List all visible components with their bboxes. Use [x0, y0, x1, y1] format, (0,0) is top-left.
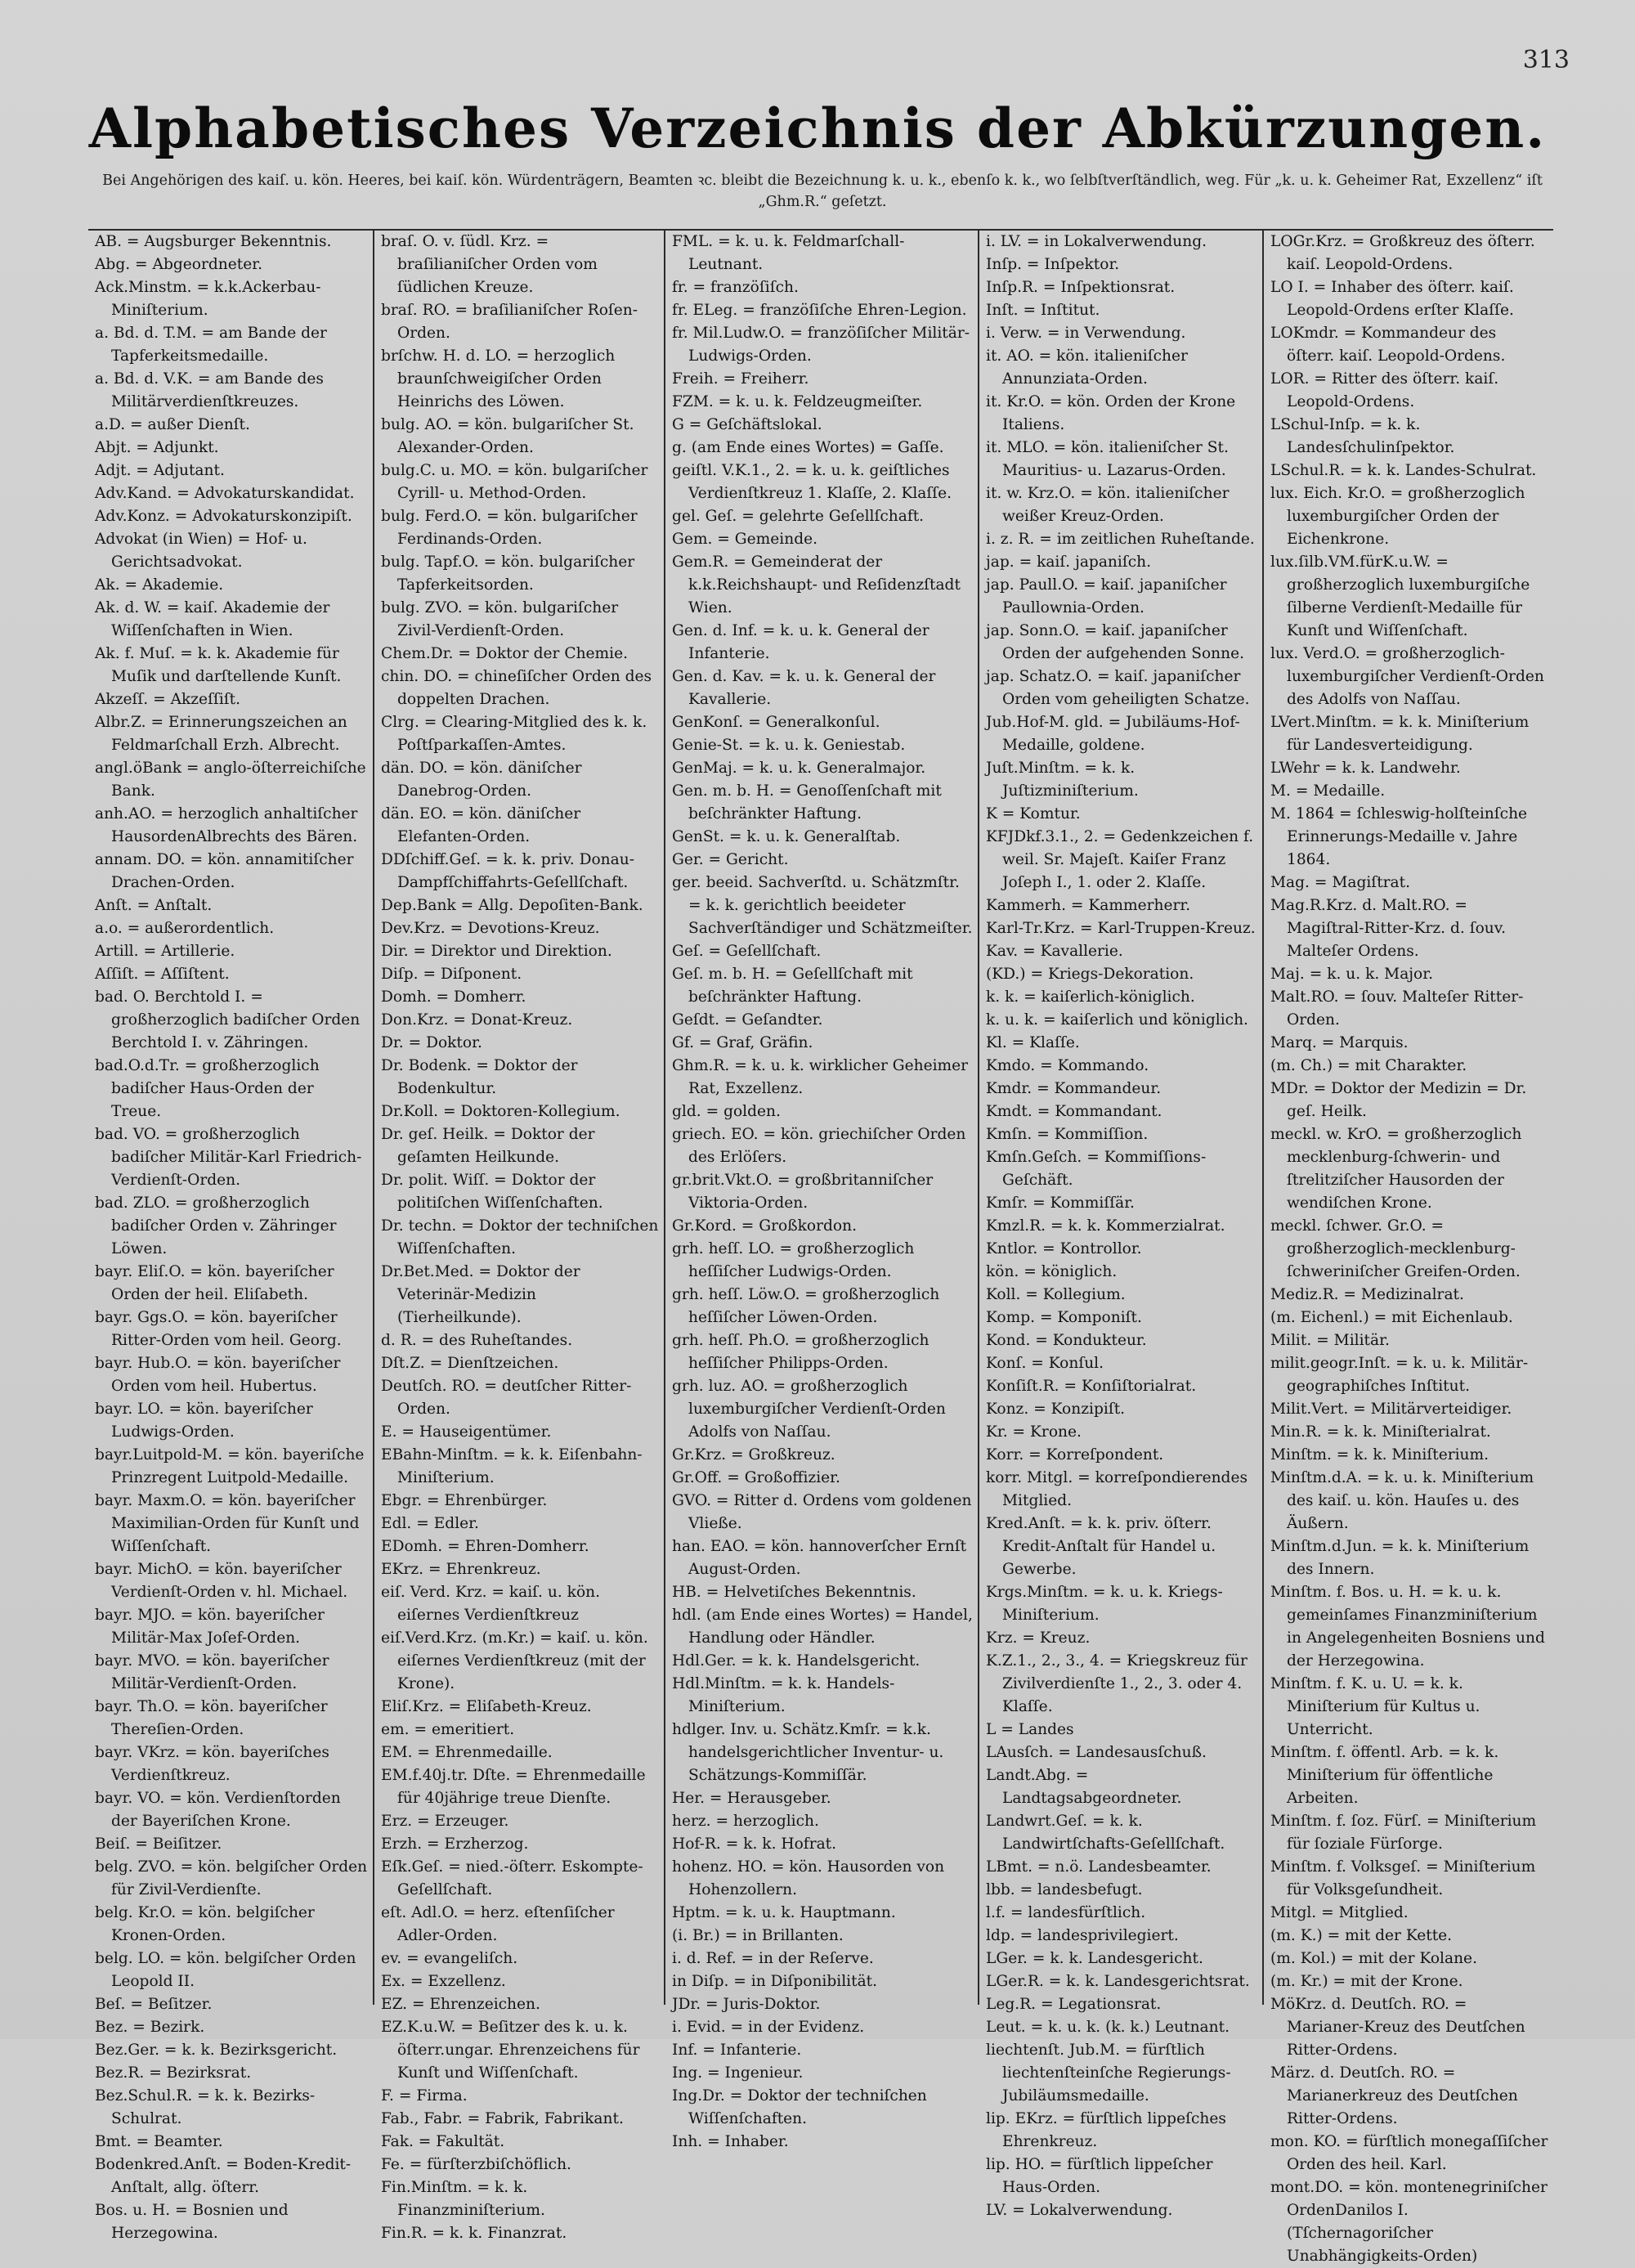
abbreviation-entry: LBmt. = n.ö. Landesbeamter. [986, 1858, 1212, 1876]
abbreviation-entry: jap. Paull.O. = kaiſ. japaniſcher Paullownia-Orden. [986, 576, 1227, 616]
abbreviation-entry: eiſ. Verd. Krz. = kaiſ. u. kön. eiſernes Verdienſtkreuz [381, 1584, 601, 1624]
abbreviation-entry: bad. VO. = großherzoglich badiſcher Militär-Karl Friedrich-Verdienſt-Orden. [95, 1126, 362, 1189]
abbreviation-entry: i. d. Ref. = in der Reſerve. [672, 1950, 874, 1967]
abbreviation-entry: KFJDkf.3.1., 2. = Gedenkzeichen f. weil. Sr. Majeſt. Kaiſer Franz Joſeph I., 1. oder 2. Klaſſe. [986, 828, 1254, 891]
abbreviation-entry: em. = emeritiert. [381, 1721, 515, 1738]
abbreviation-entry: Deutſch. RO. = deutſcher Ritter-Orden. [381, 1378, 632, 1418]
abbreviation-entry: Dir. = Direktor und Direktion. [381, 943, 612, 960]
abbreviation-entry: griech. EO. = kön. griechiſcher Orden des Erlöſers. [672, 1126, 966, 1166]
abbreviation-entry: Jub.Hof-M. gld. = Jubiläums-Hof-Medaille, goldene. [986, 714, 1240, 754]
abbreviation-entry: geiſtl. V.K.1., 2. = k. u. k. geiſtliches Verdienſtkreuz 1. Klaſſe, 2. Klaſſe. [672, 462, 952, 502]
abbreviation-entry: fr. Mil.Ludw.O. = franzöſiſcher Militär-Ludwigs-Orden. [672, 325, 970, 365]
abbreviation-entry: Ack.Minstm. = k.k.Ackerbau-Miniſterium. [95, 279, 321, 319]
abbreviation-entry: GVO. = Ritter d. Ordens vom goldenen Vließe. [672, 1492, 972, 1532]
column-2 [373, 231, 664, 2242]
abbreviation-entry: milit.geogr.Inſt. = k. u. k. Militär-geographiſches Inſtitut. [1270, 1355, 1529, 1395]
abbreviation-entry: Gr.Off. = Großoffizier. [672, 1469, 840, 1486]
abbreviation-entry: herz. = herzoglich. [672, 1813, 819, 1830]
abbreviation-entry: Freih. = Freiherr. [672, 370, 809, 388]
abbreviation-entry: LV. = Lokalverwendung. [986, 2202, 1173, 2219]
abbreviation-entry: LWehr = k. k. Landwehr. [1270, 760, 1461, 777]
abbreviation-entry: Minſtm.d.Jun. = k. k. Miniſterium des Innern. [1270, 1538, 1530, 1578]
abbreviation-entry: bulg. ZVO. = kön. bulgariſcher Zivil-Verdienſt-Orden. [381, 599, 619, 639]
abbreviation-entry: Advokat (in Wien) = Hof- u. Gerichtsadvokat. [95, 531, 307, 571]
abbreviation-entry: Chem.Dr. = Doktor der Chemie. [381, 645, 629, 662]
abbreviation-entry: Inh. = Inhaber. [672, 2133, 789, 2150]
abbreviation-entry: Kmſn.Geſch. = Kommiſſions-Geſchäft. [986, 1149, 1207, 1189]
abbreviation-entry: FZM. = k. u. k. Feldzeugmeiſter. [672, 393, 923, 410]
abbreviation-entry: HB. = Helvetiſches Bekenntnis. [672, 1584, 916, 1601]
abbreviation-entry: Diſp. = Diſponent. [381, 966, 522, 983]
abbreviation-entry: kön. = königlich. [986, 1263, 1118, 1280]
abbreviation-entry: annam. DO. = kön. annamitiſcher Drachen-Orden. [95, 851, 354, 891]
abbreviation-entry: (KD.) = Kriegs-Dekoration. [986, 966, 1194, 983]
abbreviation-entry: Eliſ.Krz. = Eliſabeth-Kreuz. [381, 1698, 592, 1715]
abbreviation-entry: LO I. = Inhaber des öſterr. kaiſ. Leopold-Ordens erſter Klaſſe. [1270, 279, 1514, 319]
abbreviation-entry: Konſiſt.R. = Konſiſtorialrat. [986, 1378, 1197, 1395]
abbreviation-entry: EM.f.40j.tr. Dſte. = Ehrenmedaille für 40jährige treue Dienſte. [381, 1767, 646, 1807]
abbreviation-entry: LSchul-Inſp. = k. k. Landesſchulinſpektor. [1270, 416, 1455, 456]
abbreviation-entry: eiſ.Verd.Krz. (m.Kr.) = kaiſ. u. kön. eiſernes Verdienſtkreuz (mit der Krone). [381, 1629, 648, 1692]
abbreviation-entry: Krgs.Minſtm. = k. u. k. Kriegs-Miniſterium. [986, 1584, 1223, 1624]
abbreviation-entry: Inſp. = Inſpektor. [986, 256, 1120, 273]
abbreviation-entry: Geſ. = Geſellſchaft. [672, 943, 822, 960]
abbreviation-entry: Hdl.Minſtm. = k. k. Handels-Miniſterium. [672, 1675, 895, 1715]
abbreviation-entry: belg. LO. = kön. belgiſcher Orden Leopold II. [95, 1950, 356, 1990]
abbreviation-entry: Aſſiſt. = Aſſiſtent. [95, 966, 230, 983]
abbreviation-entry: MöKrz. d. Deutſch. RO. = Marianer-Kreuz des Deutſchen Ritter-Ordens. [1270, 1996, 1525, 2059]
abbreviation-entry: bulg. AO. = kön. bulgariſcher St. Alexander-Orden. [381, 416, 634, 456]
abbreviation-entry: lux.ſilb.VM.fürK.u.W. = großherzoglich luxemburgiſche ſilberne Verdienſt-Medaille für Kunſt und Wiſſenſchaft. [1270, 554, 1530, 639]
abbreviation-entry: bayr. VKrz. = kön. bayeriſches Verdienſtkreuz. [95, 1744, 329, 1784]
abbreviation-entry: Ex. = Exzellenz. [381, 1973, 506, 1990]
abbreviation-entry: lux. Verd.O. = großherzoglich-luxemburgiſcher Verdienſt-Orden des Adolfs von Naſſau. [1270, 645, 1544, 708]
abbreviation-entry: bayr. Th.O. = kön. bayeriſcher Thereſien-Orden. [95, 1698, 328, 1738]
abbreviation-entry: GenSt. = k. u. k. Generalſtab. [672, 828, 901, 845]
abbreviation-entry: Landwrt.Geſ. = k. k. Landwirtſchafts-Geſellſchaft. [986, 1813, 1225, 1853]
abbreviation-entry: Anſt. = Anſtalt. [95, 897, 213, 914]
abbreviation-entry: F. = Firma. [381, 2087, 468, 2104]
abbreviation-entry: Gf. = Graf, Gräfin. [672, 1034, 813, 1051]
abbreviation-entry: Mitgl. = Mitglied. [1270, 1904, 1409, 1921]
abbreviation-entry: bayr. Eliſ.O. = kön. bayeriſcher Orden der heil. Eliſabeth. [95, 1263, 334, 1303]
abbreviation-entry: Juſt.Minſtm. = k. k. Juſtizminiſterium. [986, 760, 1139, 800]
abbreviation-entry: Gen. m. b. H. = Genoſſenſchaft mit beſchränkter Haftung. [672, 782, 942, 822]
abbreviation-entry: Leut. = k. u. k. (k. k.) Leutnant. [986, 2019, 1230, 2036]
abbreviation-entry: Geſdt. = Geſandter. [672, 1011, 823, 1029]
abbreviation-entry: bad.O.d.Tr. = großherzoglich badiſcher Haus-Orden der Treue. [95, 1057, 320, 1120]
abbreviation-entry: Mag. = Magiſtrat. [1270, 874, 1411, 891]
abbreviation-entry: Dr. geſ. Heilk. = Doktor der geſamten Heilkunde. [381, 1126, 595, 1166]
abbreviation-entry: bayr. Ggs.O. = kön. bayeriſcher Ritter-Orden vom heil. Georg. [95, 1309, 342, 1349]
abbreviation-entry: (m. Ch.) = mit Charakter. [1270, 1057, 1467, 1074]
abbreviation-entry: grh. heſſ. LO. = großherzoglich heſſiſcher Ludwigs-Orden. [672, 1240, 915, 1280]
abbreviation-entry: Bmt. = Beamter. [95, 2133, 223, 2150]
abbreviation-entry: gel. Geſ. = gelehrte Geſellſchaft. [672, 508, 925, 525]
abbreviation-entry: k. k. = kaiſerlich-königlich. [986, 988, 1195, 1006]
abbreviation-entry: l.f. = landesfürſtlich. [986, 1904, 1146, 1921]
abbreviation-entry: ldp. = landesprivilegiert. [986, 1927, 1179, 1944]
abbreviation-entry: lbb. = landesbefugt. [986, 1881, 1143, 1898]
abbreviation-entry: belg. ZVO. = kön. belgiſcher Orden für Zivil-Verdienſte. [95, 1858, 368, 1898]
abbreviation-entry: Ak. f. Muſ. = k. k. Akademie für Muſik und darſtellende Kunſt. [95, 645, 342, 685]
abbreviation-entry: ger. beeid. Sachverſtd. u. Schätzmſtr. = k. k. gerichtlich beeideter Sachverſtändiger und Schätzmeiſter. [672, 874, 973, 937]
abbreviation-entry: Minſtm.d.A. = k. u. k. Miniſterium des kaiſ. u. kön. Hauſes u. des Äußern. [1270, 1469, 1534, 1532]
abbreviation-entry: Ger. = Gericht. [672, 851, 789, 868]
abbreviation-entry: Fe. = fürſterzbiſchöflich. [381, 2156, 571, 2173]
abbreviation-entry: angl.öBank = anglo-öſterreichiſche Bank. [95, 760, 366, 800]
abbreviation-entry: DDſchiff.Geſ. = k. k. priv. Donau-Dampfſchiffahrts-Geſellſchaft. [381, 851, 634, 891]
abbreviation-entry: (m. K.) = mit der Kette. [1270, 1927, 1453, 1944]
intro-note: Bei Angehörigen des kaiſ. u. kön. Heeres, bei kaiſ. kön. Würdenträgern, Beamten ꝛc. bleibt die Bezeichnung k. u. k., ebenſo k. k., wo ſelbſtverſtändlich, weg. Für „k. u. k. Geheimer Rat, Exzellenz“ iſt „Ghm.R.“ geſetzt. [102, 173, 1543, 210]
abbreviation-columns [88, 229, 1553, 2265]
abbreviation-entry: Erz. = Erzeuger. [381, 1813, 509, 1830]
column-3 [664, 231, 978, 2150]
abbreviation-entry: Kammerh. = Kammerherr. [986, 897, 1191, 914]
abbreviation-entry: Dr. polit. Wiſſ. = Doktor der politiſchen Wiſſenſchaften. [381, 1172, 603, 1212]
abbreviation-entry: Milit. = Militär. [1270, 1332, 1390, 1349]
abbreviation-entry: Fab., Fabr. = Fabrik, Fabrikant. [381, 2110, 624, 2127]
abbreviation-entry: Kl. = Klaſſe. [986, 1034, 1080, 1051]
abbreviation-entry: korr. Mitgl. = korreſpondierendes Mitglied. [986, 1469, 1248, 1509]
abbreviation-entry: LOKmdr. = Kommandeur des öſterr. kaiſ. Leopold-Ordens. [1270, 325, 1506, 365]
abbreviation-entry: K.Z.1., 2., 3., 4. = Kriegskreuz für Zivilverdienſte 1., 2., 3. oder 4. Klaſſe. [986, 1652, 1248, 1715]
abbreviation-entry: jap. = kaiſ. japaniſch. [986, 554, 1152, 571]
abbreviation-entry: Bez. = Bezirk. [95, 2019, 205, 2036]
abbreviation-entry: MDr. = Doktor der Medizin = Dr. geſ. Heilk. [1270, 1080, 1527, 1120]
abbreviation-entry: mont.DO. = kön. montenegriniſcher OrdenDanilos I. (Tſchernagoriſcher Unabhängigkeits-Orden) [1270, 2179, 1548, 2265]
abbreviation-entry: Minſtm. f. Volksgeſ. = Miniſterium für Volksgeſundheit. [1270, 1858, 1536, 1898]
abbreviation-entry: Adjt. = Adjutant. [95, 462, 225, 479]
abbreviation-entry: bad. ZLO. = großherzoglich badiſcher Orden v. Zähringer Löwen. [95, 1195, 337, 1257]
abbreviation-entry: braſ. RO. = braſilianiſcher Roſen-Orden. [381, 302, 638, 342]
abbreviation-entry: Krz. = Kreuz. [986, 1629, 1091, 1647]
abbreviation-entry: eſt. Adl.O. = herz. eſtenſiſcher Adler-Orden. [381, 1904, 615, 1944]
abbreviation-entry: Minſtm. f. K. u. U. = k. k. Miniſterium für Kultus u. Unterricht. [1270, 1675, 1480, 1738]
abbreviation-entry: it. MLO. = kön. italieniſcher St. Mauritius- u. Lazarus-Orden. [986, 439, 1229, 479]
abbreviation-entry: Adv.Konz. = Advokaturskonzipiſt. [95, 508, 352, 525]
abbreviation-entry: Her. = Herausgeber. [672, 1790, 831, 1807]
column-5 [1262, 231, 1553, 2265]
abbreviation-entry: Gem.R. = Gemeinderat der k.k.Reichshaupt- und Reſidenzſtadt Wien. [672, 554, 961, 616]
abbreviation-entry: Kmdr. = Kommandeur. [986, 1080, 1162, 1097]
abbreviation-entry: bayr. LO. = kön. bayeriſcher Ludwigs-Orden. [95, 1401, 313, 1441]
abbreviation-entry: EBahn-Minſtm. = k. k. Eiſenbahn-Miniſterium. [381, 1446, 643, 1486]
abbreviation-entry: LAusſch. = Landesausſchuß. [986, 1744, 1207, 1761]
abbreviation-entry: hohenz. HO. = kön. Hausorden von Hohenzollern. [672, 1858, 945, 1898]
abbreviation-entry: Inf. = Infanterie. [672, 2042, 802, 2059]
abbreviation-entry: EZ. = Ehrenzeichen. [381, 1996, 540, 2013]
abbreviation-entry: EM. = Ehrenmedaille. [381, 1744, 553, 1761]
abbreviation-entry: Mediz.R. = Medizinalrat. [1270, 1286, 1464, 1303]
abbreviation-entry: fr. = franzöſiſch. [672, 279, 799, 296]
abbreviation-entry: GenKonſ. = Generalkonſul. [672, 714, 880, 731]
abbreviation-entry: Fin.R. = k. k. Finanzrat. [381, 2225, 567, 2242]
abbreviation-entry: Gr.Kord. = Großkordon. [672, 1217, 857, 1235]
abbreviation-entry: Minſtm. f. öffentl. Arb. = k. k. Miniſterium für öffentliche Arbeiten. [1270, 1744, 1499, 1807]
abbreviation-entry: mon. KO. = fürſtlich monegaſſiſcher Orden des heil. Karl. [1270, 2133, 1548, 2173]
abbreviation-entry: M. 1864 = ſchleswig-holſteinſche Erinnerungs-Medaille v. Jahre 1864. [1270, 805, 1528, 868]
abbreviation-entry: Kmſr. = Kommiſſär. [986, 1195, 1135, 1212]
abbreviation-entry: braſ. O. v. ſüdl. Krz. = braſilianiſcher Orden vom ſüdlichen Kreuze. [381, 233, 598, 296]
abbreviation-entry: März. d. Deutſch. RO. = Marianerkreuz des Deutſchen Ritter-Ordens. [1270, 2064, 1518, 2127]
abbreviation-entry: Fak. = Fakultät. [381, 2133, 505, 2150]
abbreviation-entry: chin. DO. = chineſiſcher Orden des doppelten Drachen. [381, 668, 652, 708]
abbreviation-entry: k. u. k. = kaiſerlich und königlich. [986, 1011, 1248, 1029]
abbreviation-entry: Edl. = Edler. [381, 1515, 479, 1532]
abbreviation-entry: jap. Sonn.O. = kaiſ. japaniſcher Orden der aufgehenden Sonne. [986, 622, 1245, 662]
abbreviation-entry: K = Komtur. [986, 805, 1081, 822]
abbreviation-entry: GenMaj. = k. u. k. Generalmajor. [672, 760, 926, 777]
abbreviation-entry: E. = Hauseigentümer. [381, 1423, 552, 1441]
abbreviation-entry: brſchw. H. d. LO. = herzoglich braunſchweigiſcher Orden Heinrichs des Löwen. [381, 347, 616, 410]
abbreviation-entry: grh. heſſ. Ph.O. = großherzoglich heſſiſcher Philipps-Orden. [672, 1332, 929, 1372]
abbreviation-entry: LGer.R. = k. k. Landesgerichtsrat. [986, 1973, 1250, 1990]
abbreviation-entry: LOGr.Krz. = Großkreuz des öſterr. kaiſ. Leopold-Ordens. [1270, 233, 1535, 273]
abbreviation-entry: Don.Krz. = Donat-Kreuz. [381, 1011, 573, 1029]
abbreviation-entry: lux. Eich. Kr.O. = großherzoglich luxemburgiſcher Orden der Eichenkrone. [1270, 485, 1525, 548]
abbreviation-entry: L = Landes [986, 1721, 1074, 1738]
abbreviation-entry: Leg.R. = Legationsrat. [986, 1996, 1162, 2013]
abbreviation-entry: dän. EO. = kön. däniſcher Elefanten-Orden. [381, 805, 581, 845]
abbreviation-entry: Ak. d. W. = kaiſ. Akademie der Wiſſenſchaften in Wien. [95, 599, 330, 639]
abbreviation-entry: Kond. = Kondukteur. [986, 1332, 1147, 1349]
abbreviation-entry: Kmdo. = Kommando. [986, 1057, 1149, 1074]
abbreviation-entry: Milit.Vert. = Militärverteidiger. [1270, 1401, 1512, 1418]
abbreviation-entry: Minſtm. f. ſoz. Fürſ. = Miniſterium für ſoziale Fürſorge. [1270, 1813, 1537, 1853]
abbreviation-entry: bayr.Luitpold-M. = kön. bayeriſche Prinzregent Luitpold-Medaille. [95, 1446, 365, 1486]
abbreviation-entry: liechtenſt. Jub.M. = fürſtlich liechtenſteinſche Regierungs-Jubiläumsmedaille. [986, 2042, 1231, 2104]
abbreviation-entry: bayr. MJO. = kön. bayeriſcher Militär-Max Joſef-Orden. [95, 1607, 325, 1647]
abbreviation-entry: Marq. = Marquis. [1270, 1034, 1409, 1051]
abbreviation-entry: Albr.Z. = Erinnerungszeichen an Feldmarſchall Erzh. Albrecht. [95, 714, 347, 754]
abbreviation-entry: d. R. = des Ruheſtandes. [381, 1332, 573, 1349]
abbreviation-entry: bad. O. Berchtold I. = großherzoglich badiſcher Orden Berchtold I. v. Zähringen. [95, 988, 361, 1051]
abbreviation-entry: belg. Kr.O. = kön. belgiſcher Kronen-Orden. [95, 1904, 315, 1944]
abbreviation-entry: Geſ. m. b. H. = Geſellſchaft mit beſchränkter Haftung. [672, 966, 913, 1006]
abbreviation-entry: Domh. = Domherr. [381, 988, 526, 1006]
abbreviation-entry: bayr. Hub.O. = kön. bayeriſcher Orden vom heil. Hubertus. [95, 1355, 341, 1395]
abbreviation-entry: bayr. Maxm.O. = kön. bayeriſcher Maximilian-Orden für Kunſt und Wiſſenſchaft. [95, 1492, 360, 1555]
abbreviation-entry: bayr. VO. = kön. Verdienſtorden der Bayeriſchen Krone. [95, 1790, 341, 1830]
abbreviation-entry: Konſ. = Konſul. [986, 1355, 1104, 1372]
abbreviation-entry: grh. luz. AO. = großherzoglich luxemburgiſcher Verdienſt-Orden Adolfs von Naſſau. [672, 1378, 946, 1441]
abbreviation-entry: i. Evid. = in der Evidenz. [672, 2019, 865, 2036]
abbreviation-entry: Gem. = Gemeinde. [672, 531, 818, 548]
abbreviation-entry: Kred.Anſt. = k. k. priv. öſterr. Kredit-Anſtalt für Handel u. Gewerbe. [986, 1515, 1216, 1578]
abbreviation-entry: Ak. = Akademie. [95, 576, 224, 594]
abbreviation-entry: Bez.R. = Bezirksrat. [95, 2064, 252, 2082]
abbreviation-entry: Minſtm. f. Bos. u. H. = k. u. k. gemeinſames Finanzminiſterium in Angelegenheiten Bosniens und der Herzegowina. [1270, 1584, 1545, 1670]
abbreviation-entry: AB. = Augsburger Bekenntnis. [95, 233, 332, 250]
abbreviation-entry: i. Verw. = in Verwendung. [986, 325, 1186, 342]
abbreviation-entry: FML. = k. u. k. Feldmarſchall-Leutnant. [672, 233, 905, 273]
abbreviation-entry: (i. Br.) = in Brillanten. [672, 1927, 844, 1944]
abbreviation-entry: hdl. (am Ende eines Wortes) = Handel, Handlung oder Händler. [672, 1607, 973, 1647]
abbreviation-entry: Kav. = Kavallerie. [986, 943, 1123, 960]
abbreviation-entry: Minſtm. = k. k. Miniſterium. [1270, 1446, 1489, 1463]
abbreviation-entry: Landt.Abg. = Landtagsabgeordneter. [986, 1767, 1182, 1807]
column-1 [88, 231, 373, 2242]
abbreviation-entry: Min.R. = k. k. Miniſterialrat. [1270, 1423, 1491, 1441]
abbreviation-entry: Fin.Minſtm. = k. k. Finanzminiſterium. [381, 2179, 545, 2219]
abbreviation-entry: anh.AO. = herzoglich anhaltiſcher HausordenAlbrechts des Bären. [95, 805, 358, 845]
abbreviation-entry: Kmzl.R. = k. k. Kommerzialrat. [986, 1217, 1225, 1235]
abbreviation-entry: LGer. = k. k. Landesgericht. [986, 1950, 1203, 1967]
abbreviation-entry: Malt.RO. = ſouv. Malteſer Ritter-Orden. [1270, 988, 1524, 1029]
abbreviation-entry: a.D. = außer Dienſt. [95, 416, 250, 433]
abbreviation-entry: Hptm. = k. u. k. Hauptmann. [672, 1904, 896, 1921]
abbreviation-entry: Maj. = k. u. k. Major. [1270, 966, 1434, 983]
abbreviation-entry: Gen. d. Inf. = k. u. k. General der Infanterie. [672, 622, 929, 662]
abbreviation-entry: M. = Medaille. [1270, 782, 1386, 800]
abbreviation-entry: Konz. = Konzipiſt. [986, 1401, 1126, 1418]
abbreviation-entry: EDomh. = Ehren-Domherr. [381, 1538, 589, 1555]
page-number: 313 [1522, 46, 1570, 74]
abbreviation-entry: grh. heſſ. Löw.O. = großherzoglich heſſiſcher Löwen-Orden. [672, 1286, 940, 1326]
abbreviation-entry: Dr. = Doktor. [381, 1034, 482, 1051]
abbreviation-entry: bulg. Ferd.O. = kön. bulgariſcher Ferdinands-Orden. [381, 508, 638, 548]
abbreviation-entry: Eſk.Geſ. = nied.-öſterr. Eskompte-Geſellſchaft. [381, 1858, 643, 1898]
abbreviation-entry: Komp. = Komponiſt. [986, 1309, 1142, 1326]
abbreviation-entry: EZ.K.u.W. = Beſitzer des k. u. k. öſterr.ungar. Ehrenzeichens für Kunſt und Wiſſenſchaft. [381, 2019, 640, 2082]
abbreviation-entry: Gr.Krz. = Großkreuz. [672, 1446, 835, 1463]
abbreviation-entry: Adv.Kand. = Advokaturskandidat. [95, 485, 355, 502]
abbreviation-entry: Ghm.R. = k. u. k. wirklicher Geheimer Rat, Exzellenz. [672, 1057, 969, 1097]
abbreviation-entry: Inſt. = Inſtitut. [986, 302, 1100, 319]
abbreviation-entry: Beiſ. = Beiſitzer. [95, 1835, 222, 1853]
abbreviation-entry: Mag.R.Krz. d. Malt.RO. = Magiſtral-Ritter-Krz. d. ſouv. Malteſer Ordens. [1270, 897, 1506, 960]
abbreviation-entry: JDr. = Juris-Doktor. [672, 1996, 821, 2013]
abbreviation-entry: Dev.Krz. = Devotions-Kreuz. [381, 920, 600, 937]
abbreviation-entry: jap. Schatz.O. = kaiſ. japaniſcher Orden vom geheiligten Schatze. [986, 668, 1250, 708]
abbreviation-entry: Bodenkred.Anſt. = Boden-Kredit-Anſtalt, allg. öſterr. [95, 2156, 352, 2196]
abbreviation-entry: LSchul.R. = k. k. Landes-Schulrat. [1270, 462, 1537, 479]
abbreviation-entry: Genie-St. = k. u. k. Geniestab. [672, 737, 906, 754]
abbreviation-entry: bulg.C. u. MO. = kön. bulgariſcher Cyrill- u. Method-Orden. [381, 462, 648, 502]
abbreviation-entry: ev. = evangeliſch. [381, 1950, 518, 1967]
abbreviation-entry: dän. DO. = kön. däniſcher Danebrog-Orden. [381, 760, 582, 800]
abbreviation-entry: Inſp.R. = Inſpektionsrat. [986, 279, 1176, 296]
abbreviation-entry: Dr. Bodenk. = Doktor der Bodenkultur. [381, 1057, 578, 1097]
abbreviation-entry: a. Bd. d. T.M. = am Bande der Tapferkeitsmedaille. [95, 325, 327, 365]
abbreviation-entry: hdlger. Inv. u. Schätz.Kmſr. = k.k. handelsgerichtlicher Inventur- u. Schätzungs-Kommiſſär. [672, 1721, 944, 1784]
abbreviation-entry: i. z. R. = im zeitlichen Ruheſtande. [986, 531, 1255, 548]
abbreviation-entry: G = Geſchäftslokal. [672, 416, 822, 433]
abbreviation-entry: Dr. techn. = Doktor der techniſchen Wiſſenſchaften. [381, 1217, 659, 1257]
abbreviation-entry: bulg. Tapf.O. = kön. bulgariſcher Tapferkeitsorden. [381, 554, 635, 594]
abbreviation-entry: Dr.Koll. = Doktoren-Kollegium. [381, 1103, 620, 1120]
abbreviation-entry: Ing. = Ingenieur. [672, 2064, 804, 2082]
abbreviation-entry: Erzh. = Erzherzog. [381, 1835, 529, 1853]
abbreviation-entry: it. AO. = kön. italieniſcher Annunziata-Orden. [986, 347, 1188, 388]
abbreviation-entry: Dep.Bank = Allg. Depoſiten-Bank. [381, 897, 643, 914]
abbreviation-entry: LOR. = Ritter des öſterr. kaiſ. Leopold-Ordens. [1270, 370, 1499, 410]
abbreviation-entry: Bez.Ger. = k. k. Bezirksgericht. [95, 2042, 338, 2059]
abbreviation-entry: LVert.Minſtm. = k. k. Miniſterium für Landesverteidigung. [1270, 714, 1530, 754]
abbreviation-entry: Bos. u. H. = Bosnien und Herzegowina. [95, 2202, 289, 2242]
abbreviation-entry: Kmdt. = Kommandant. [986, 1103, 1162, 1120]
abbreviation-entry: i. LV. = in Lokalverwendung. [986, 233, 1207, 250]
abbreviation-entry: EKrz. = Ehrenkreuz. [381, 1561, 541, 1578]
abbreviation-entry: Abg. = Abgeordneter. [95, 256, 262, 273]
abbreviation-entry: fr. ELeg. = franzöſiſche Ehren-Legion. [672, 302, 967, 319]
abbreviation-entry: han. EAO. = kön. hannoverſcher Ernſt August-Orden. [672, 1538, 967, 1578]
abbreviation-entry: a. Bd. d. V.K. = am Bande des Militärverdienſtkreuzes. [95, 370, 324, 410]
abbreviation-entry: Gen. d. Kav. = k. u. k. General der Kavallerie. [672, 668, 936, 708]
abbreviation-entry: Koll. = Kollegium. [986, 1286, 1126, 1303]
abbreviation-entry: meckl. ſchwer. Gr.O. = großherzoglich-mecklenburg-ſchweriniſcher Greifen-Orden. [1270, 1217, 1521, 1280]
abbreviation-entry: a.o. = außerordentlich. [95, 920, 275, 937]
abbreviation-entry: Clrg. = Clearing-Mitglied des k. k. Poſtſparkaſſen-Amtes. [381, 714, 647, 754]
abbreviation-entry: (m. Kr.) = mit der Krone. [1270, 1973, 1463, 1990]
abbreviation-entry: lip. HO. = fürſtlich lippeſcher Haus-Orden. [986, 2156, 1213, 2196]
abbreviation-entry: meckl. w. KrO. = großherzoglich mecklenburg-ſchwerin- und ſtrelitziſcher Hausorden der wendiſchen Krone. [1270, 1126, 1522, 1212]
abbreviation-entry: gld. = golden. [672, 1103, 781, 1120]
abbreviation-entry: Beſ. = Beſitzer. [95, 1996, 213, 2013]
abbreviation-entry: Kntlor. = Kontrollor. [986, 1240, 1142, 1257]
abbreviation-entry: lip. EKrz. = fürſtlich lippeſches Ehrenkreuz. [986, 2110, 1226, 2150]
abbreviation-entry: (m. Kol.) = mit der Kolane. [1270, 1950, 1477, 1967]
abbreviation-entry: it. w. Krz.O. = kön. italieniſcher weißer Kreuz-Orden. [986, 485, 1230, 525]
abbreviation-entry: Abjt. = Adjunkt. [95, 439, 219, 456]
abbreviation-entry: bayr. MichO. = kön. bayeriſcher Verdienſt-Orden v. hl. Michael. [95, 1561, 348, 1601]
abbreviation-entry: bayr. MVO. = kön. bayeriſcher Militär-Verdienſt-Orden. [95, 1652, 329, 1692]
abbreviation-entry: in Diſp. = in Diſponibilität. [672, 1973, 878, 1990]
abbreviation-entry: Korr. = Korreſpondent. [986, 1446, 1164, 1463]
abbreviation-entry: Karl-Tr.Krz. = Karl-Truppen-Kreuz. [986, 920, 1256, 937]
abbreviation-entry: Artill. = Artillerie. [95, 943, 235, 960]
abbreviation-entry: Bez.Schul.R. = k. k. Bezirks-Schulrat. [95, 2087, 316, 2127]
abbreviation-entry: Dſt.Z. = Dienſtzeichen. [381, 1355, 559, 1372]
abbreviation-entry: Hdl.Ger. = k. k. Handelsgericht. [672, 1652, 921, 1670]
abbreviation-entry: Dr.Bet.Med. = Doktor der Veterinär-Medizin (Tierheilkunde). [381, 1263, 580, 1326]
abbreviation-entry: gr.brit.Vkt.O. = großbritanniſcher Viktoria-Orden. [672, 1172, 934, 1212]
abbreviation-entry: Kr. = Krone. [986, 1423, 1082, 1441]
abbreviation-entry: Ing.Dr. = Doktor der techniſchen Wiſſenſchaften. [672, 2087, 927, 2127]
page-title: Alphabetisches Verzeichnis der Abkürzungen. [88, 96, 1547, 160]
abbreviation-entry: Ebgr. = Ehrenbürger. [381, 1492, 548, 1509]
abbreviation-entry: Kmſn. = Kommiſſion. [986, 1126, 1149, 1143]
abbreviation-entry: Hof-R. = k. k. Hofrat. [672, 1835, 837, 1853]
column-4 [978, 231, 1262, 2219]
abbreviation-entry: it. Kr.O. = kön. Orden der Krone Italiens. [986, 393, 1236, 433]
abbreviation-entry: g. (am Ende eines Wortes) = Gaſſe. [672, 439, 944, 456]
abbreviation-entry: (m. Eichenl.) = mit Eichenlaub. [1270, 1309, 1513, 1326]
abbreviation-entry: Akzeſſ. = Akzeſſiſt. [95, 691, 241, 708]
